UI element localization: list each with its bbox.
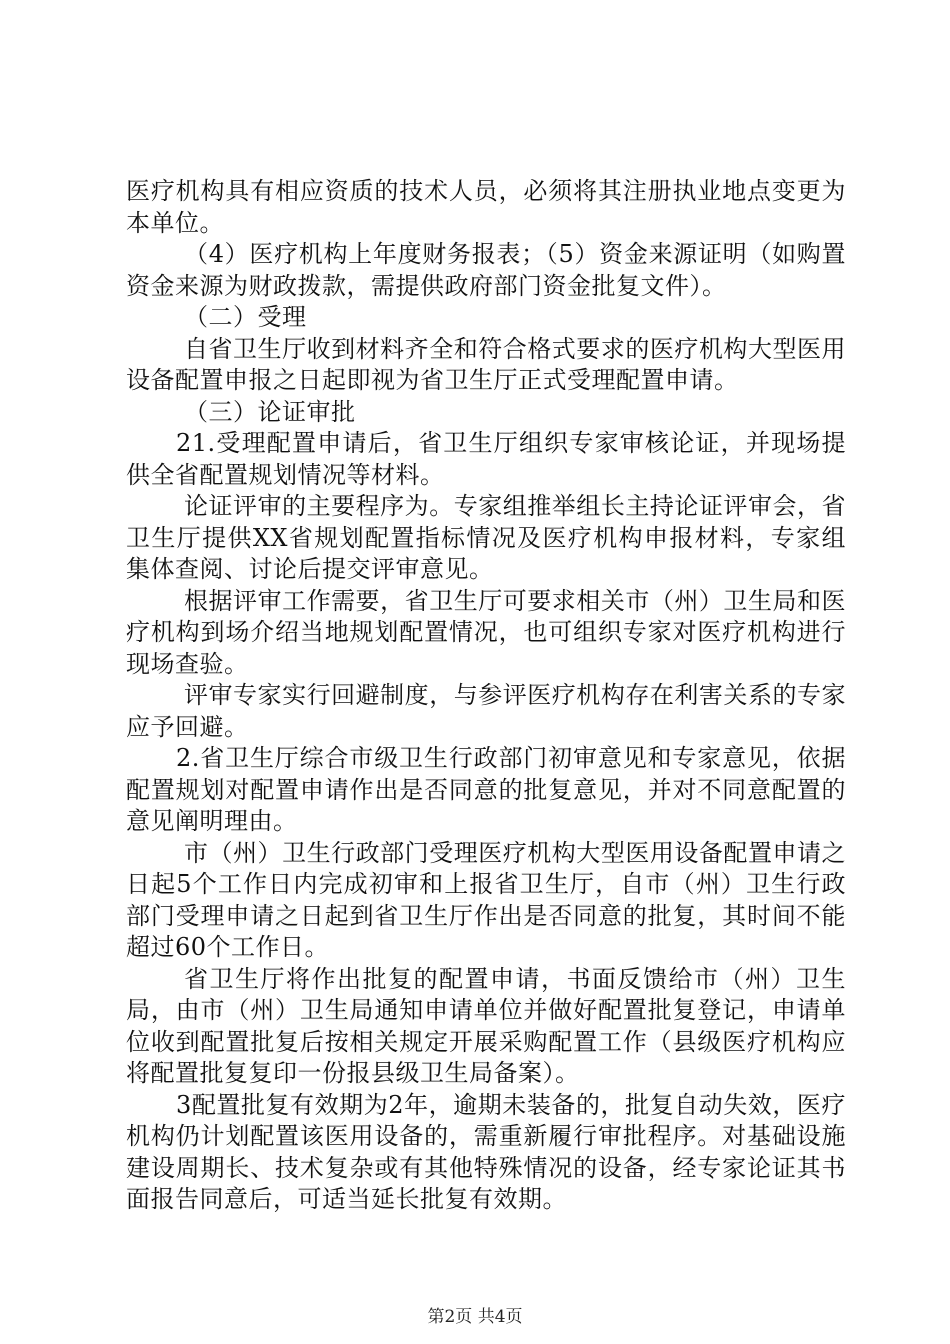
document-body: [126, 176, 846, 1216]
section-heading: （二）受理: [184, 303, 307, 331]
paragraph: 3配置批复有效期为2年，逾期未装备的，批复自动失效，医疗机构仍计划配置该医用设备的，需重新履行审批程序。对基础设施建设周期长、技术复杂或有其他特殊情况的设备，经专家论证其书面报告同意后，可适当延长批复有效期。: [126, 1090, 846, 1213]
paragraph: 自省卫生厅收到材料齐全和符合格式要求的医疗机构大型医用设备配置申报之日起即视为省卫生厅正式受理配置申请。: [126, 334, 846, 394]
paragraph: 21.受理配置申请后，省卫生厅组织专家审核论证，并现场提供全省配置规划情况等材料。: [126, 429, 846, 489]
paragraph: 医疗机构具有相应资质的技术人员，必须将其注册执业地点变更为本单位。: [126, 177, 846, 237]
paragraph: 省卫生厅将作出批复的配置申请，书面反馈给市（州）卫生局，由市（州）卫生局通知申请单位并做好配置批复登记，申请单位收到配置批复后按相关规定开展采购配置工作（县级医疗机构应将配置批复复印一份报县级卫生局备案）。: [126, 964, 846, 1087]
paragraph: 2.省卫生厅综合市级卫生行政部门初审意见和专家意见，依据配置规划对配置申请作出是否同意的批复意见，并对不同意配置的意见阐明理由。: [126, 744, 846, 835]
paragraph: 根据评审工作需要，省卫生厅可要求相关市（州）卫生局和医疗机构到场介绍当地规划配置情况，也可组织专家对医疗机构进行现场查验。: [126, 586, 846, 678]
paragraph: （4）医疗机构上年度财务报表；（5）资金来源证明（如购置资金来源为财政拨款，需提供政府部门资金批复文件）。: [126, 240, 846, 300]
page-footer: 第2页 共4页: [427, 1307, 523, 1327]
paragraph: 评审专家实行回避制度，与参评医疗机构存在利害关系的专家应予回避。: [126, 681, 846, 741]
paragraph: 市（州）卫生行政部门受理医疗机构大型医用设备配置申请之日起5个工作日内完成初审和上报省卫生厅，自市（州）卫生行政部门受理申请之日起到省卫生厅作出是否同意的批复，其时间不能超过60个工作日。: [126, 838, 846, 961]
paragraph: 论证评审的主要程序为。专家组推举组长主持论证评审会，省卫生厅提供XX省规划配置指标情况及医疗机构申报材料，专家组集体查阅、讨论后提交评审意见。: [126, 492, 846, 583]
section-heading: （三）论证审批: [184, 397, 356, 426]
